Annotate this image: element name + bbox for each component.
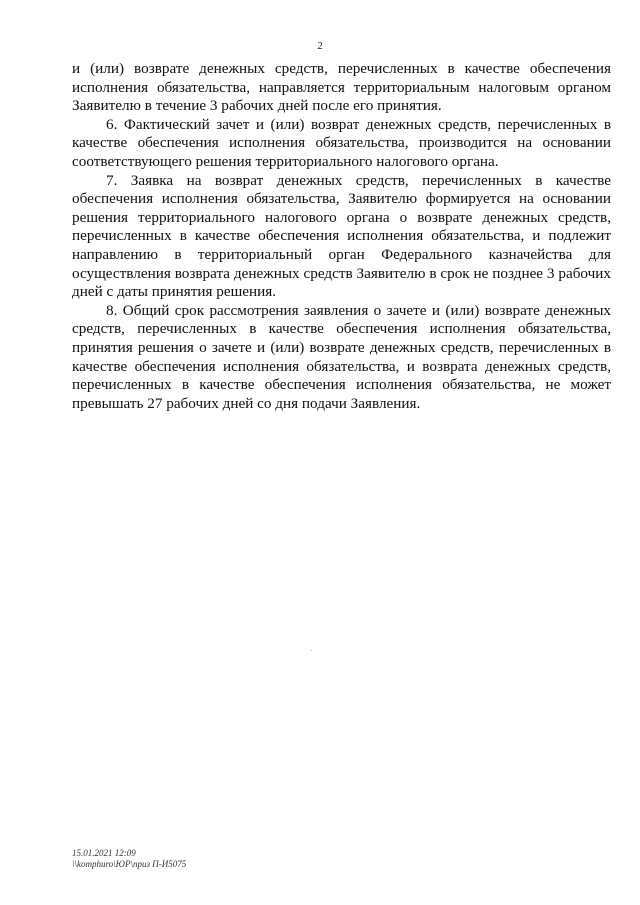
- paragraph-continuation: и (или) возврате денежных средств, перечисленных в качестве обеспечения исполнения обязательства, направляется территориальным налоговым органом Заявителю в течение 3 рабочих дней после его принятия.: [72, 60, 611, 115]
- page-number: 2: [317, 40, 323, 52]
- paragraph-7: 7. Заявка на возврат денежных средств, перечисленных в качестве обеспечения исполнения обязательства, Заявителю формируется на основании решения территориального налогового органа о возврате денежных средств, перечисленных в качестве обеспечения исполнения обязательства, и подлежит направлению в территориальный орган Федерального казначейства для осуществления возврата денежных средств Заявителю в срок не позднее 3 рабочих дней с даты принятия решения.: [72, 171, 611, 301]
- paragraph-8: 8. Общий срок рассмотрения заявления о зачете и (или) возврате денежных средств, перечисленных в качестве обеспечения исполнения обязательства, принятия решения о зачете и (или) возврате денежных средств, перечисленных в качестве обеспечения исполнения обязательства, и возврата денежных средств, перечисленных в качестве обеспечения исполнения обязательства, не может превышать 27 рабочих дней со дня подачи Заявления.: [72, 301, 611, 412]
- footer: [72, 848, 186, 870]
- footer-document-id: \\komphuro\ЮР\приз П-И5075: [72, 859, 187, 869]
- footer-timestamp: 15.01.2021 12:09: [72, 848, 136, 858]
- scan-speck: [311, 650, 312, 651]
- paragraph-6: 6. Фактический зачет и (или) возврат денежных средств, перечисленных в качестве обеспечения исполнения обязательства, производится на основании соответствующего решения территориального налогового органа.: [72, 115, 611, 170]
- document-body: [72, 60, 611, 413]
